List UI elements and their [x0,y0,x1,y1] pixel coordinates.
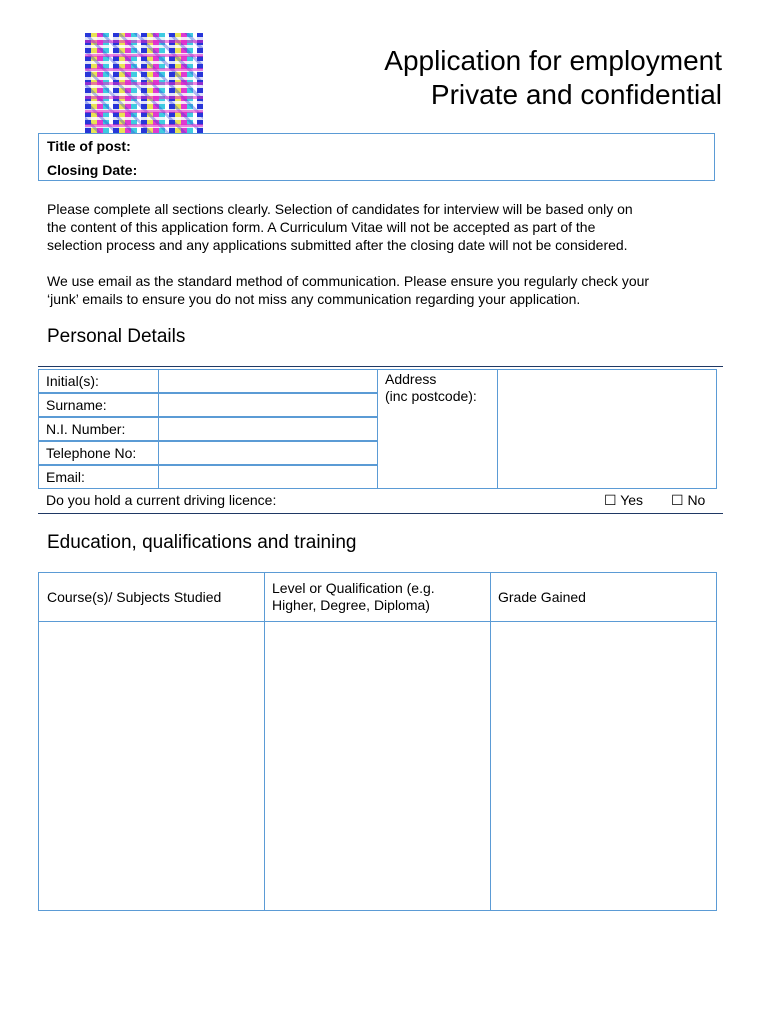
intro-p1-line1: Please complete all sections clearly. Selection of candidates for interview will be based only on [47,201,633,217]
title-line-2: Private and confidential [430,79,722,110]
closing-date-label: Closing Date: [47,162,138,178]
driving-licence-row [38,488,717,512]
level-header-line2: Higher, Degree, Diploma) [272,597,430,613]
title-of-post-label: Title of post: [47,138,131,154]
ni-number-label: N.I. Number: [38,417,159,441]
driving-licence-question: Do you hold a current driving licence: [46,492,277,508]
course-input-area[interactable] [39,622,264,910]
address-label [377,369,498,489]
telephone-field[interactable] [158,441,378,465]
course-column-header: Course(s)/ Subjects Studied [47,589,222,605]
initials-label: Initial(s): [38,369,159,393]
level-input-area[interactable] [265,622,490,910]
initials-field[interactable] [158,369,378,393]
title-line-1: Application for employment [384,45,722,76]
intro-paragraph-2 [47,272,727,308]
intro-p2-line2: ‘junk’ emails to ensure you do not miss any communication regarding your application. [47,291,581,307]
post-details-box [38,133,715,181]
email-field[interactable] [158,465,378,489]
ni-number-field[interactable] [158,417,378,441]
page-title [384,44,722,112]
intro-p1-line3: selection process and any applications submitted after the closing date will not be considered. [47,237,628,253]
grade-column-header: Grade Gained [498,589,586,605]
level-column-header [272,580,435,614]
education-table [38,572,717,911]
surname-label: Surname: [38,393,159,417]
licence-yes-checkbox[interactable]: ☐ Yes [604,492,644,508]
intro-p1-line2: the content of this application form. A Curriculum Vitae will not be accepted as part of the [47,219,596,235]
personal-details-table [38,366,723,514]
email-label: Email: [38,465,159,489]
personal-details-heading: Personal Details [47,326,186,347]
address-label-line2: (inc postcode): [385,388,477,404]
intro-paragraph-1 [47,200,727,254]
surname-field[interactable] [158,393,378,417]
address-label-line1: Address [385,371,437,387]
address-field[interactable] [497,369,717,489]
level-header-line1: Level or Qualification (e.g. [272,580,435,596]
telephone-label: Telephone No: [38,441,159,465]
intro-p2-line1: We use email as the standard method of communication. Please ensure you regularly check your [47,273,650,289]
logo-overlay [85,33,203,133]
education-heading: Education, qualifications and training [47,532,357,553]
grade-input-area[interactable] [491,622,716,910]
licence-no-checkbox[interactable]: ☐ No [671,492,706,508]
